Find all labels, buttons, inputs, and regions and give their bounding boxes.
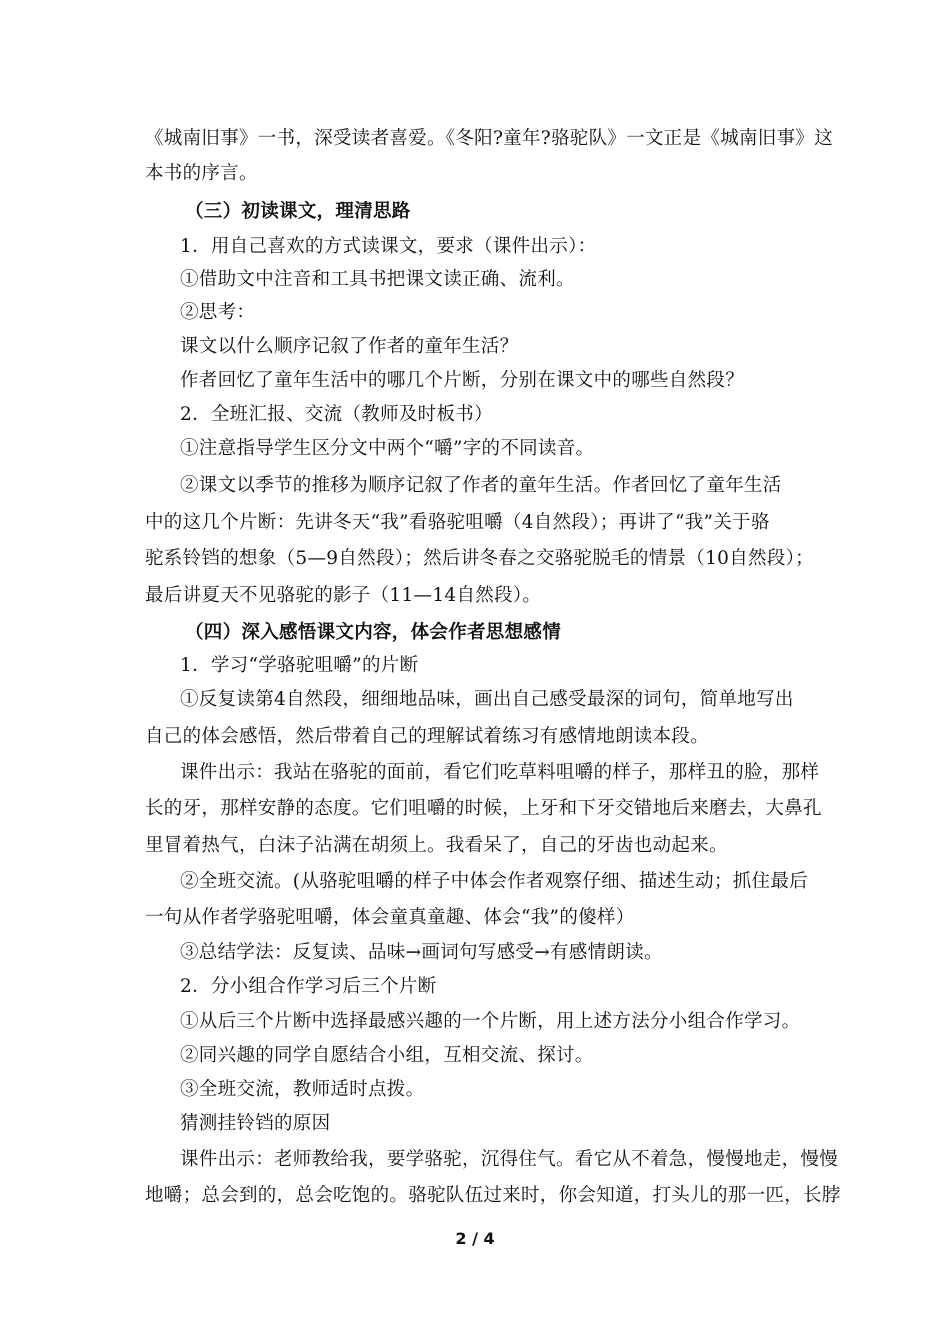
text-line: ③总结学法：反复读、品味→画词句写感受→有感情朗读。 — [180, 942, 663, 963]
text-line: 课文以什么顺序记叙了作者的童年生活？ — [180, 336, 519, 357]
text-line: 一句从作者学骆驼咀嚼，体会童真童趣、体会“我”的傻样） — [145, 907, 635, 928]
text-line: 自己的体会感悟，然后带着自己的理解试着练习有感情地朗读本段。 — [145, 726, 710, 747]
text-line: 长的牙，那样安静的态度。它们咀嚼的时候，上牙和下牙交错地后来磨去，大鼻孔 — [145, 798, 822, 819]
page-number: 2 / 4 — [455, 1229, 495, 1248]
text-line: ①反复读第4自然段，细细地品味，画出自己感受最深的词句，简单地写出 — [180, 689, 794, 710]
text-line: 猜测挂铃铛的原因 — [180, 1113, 331, 1134]
text-line: ②课文以季节的推移为顺序记叙了作者的童年生活。作者回忆了童年生活 — [180, 475, 782, 496]
section-heading: （三）初读课文，理清思路 — [185, 201, 411, 222]
text-line: 地嚼；总会到的，总会吃饱的。骆驼队伍过来时，你会知道，打头儿的那一匹，长脖 — [145, 1185, 841, 1206]
text-line: 1．学习“学骆驼咀嚼”的片断 — [180, 655, 419, 676]
text-line: ①借助文中注音和工具书把课文读正确、流利。 — [180, 269, 575, 290]
text-line: 本书的序言。 — [145, 163, 258, 184]
text-line: 里冒着热气，白沫子沾满在胡须上。我看呆了，自己的牙齿也动起来。 — [145, 835, 728, 856]
text-line: 最后讲夏天不见骆驼的影子（11—14自然段）。 — [145, 585, 542, 606]
text-line: ②全班交流。(从骆驼咀嚼的样子中体会作者观察仔细、描述生动；抓住最后 — [180, 871, 808, 892]
text-line: 1．用自己喜欢的方式读课文，要求（课件出示）： — [180, 236, 597, 257]
text-line: 2．分小组合作学习后三个片断 — [180, 976, 437, 997]
text-line: 课件出示：老师教给我，要学骆驼，沉得住气。看它从不着急，慢慢地走，慢慢 — [180, 1149, 839, 1170]
text-line: 《城南旧事》一书，深受读者喜爱。《冬阳?童年?骆驼队》一文正是《城南旧事》这 — [145, 128, 833, 149]
text-line: ③全班交流，教师适时点拨。 — [180, 1079, 425, 1100]
text-line: ①从后三个片断中选择最感兴趣的一个片断，用上述方法分小组合作学习。 — [180, 1011, 801, 1032]
text-line: ①注意指导学生区分文中两个“嚼”字的不同读音。 — [180, 438, 595, 459]
text-line: 课件出示：我站在骆驼的面前，看它们吃草料咀嚼的样子，那样丑的脸，那样 — [180, 762, 820, 783]
text-line: 驼系铃铛的想象（5—9自然段）；然后讲冬春之交骆驼脱毛的情景（10自然段）； — [145, 548, 814, 569]
text-line: ②思考： — [180, 302, 256, 323]
text-line: 中的这几个片断：先讲冬天“我”看骆驼咀嚼（4自然段）；再讲了“我”关于骆 — [145, 512, 770, 533]
text-line: 2．全班汇报、交流（教师及时板书） — [180, 404, 493, 425]
text-line: ②同兴趣的同学自愿结合小组，互相交流、探讨。 — [180, 1045, 594, 1066]
section-heading: （四）深入感悟课文内容，体会作者思想感情 — [185, 622, 562, 643]
text-line: 作者回忆了童年生活中的哪几个片断，分别在课文中的哪些自然段？ — [180, 370, 745, 391]
